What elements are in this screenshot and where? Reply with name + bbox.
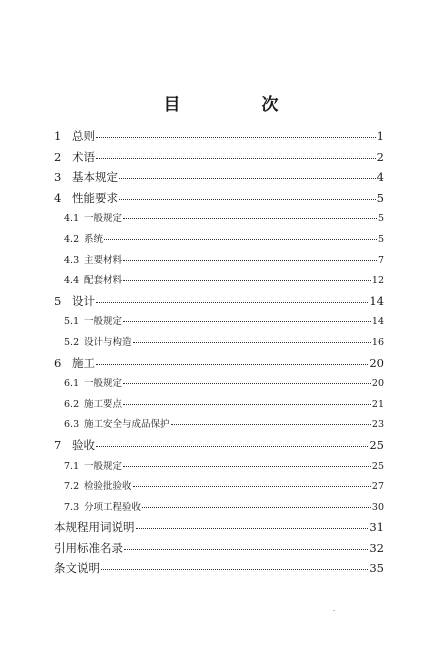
toc-entry[interactable] bbox=[54, 128, 384, 149]
toc-entry[interactable] bbox=[54, 334, 384, 355]
toc-page: 20 bbox=[371, 378, 384, 390]
toc-number: 7 bbox=[54, 437, 62, 452]
toc-page: 31 bbox=[369, 520, 384, 535]
scan-speck bbox=[333, 610, 335, 611]
toc-leader bbox=[142, 507, 371, 508]
toc-number: 4.2 bbox=[64, 233, 80, 245]
toc-number: 4.1 bbox=[64, 213, 80, 225]
toc-page: 25 bbox=[371, 460, 384, 472]
toc-page: 30 bbox=[371, 501, 384, 513]
toc-leader bbox=[123, 383, 371, 384]
toc-number: 5.1 bbox=[64, 316, 80, 328]
toc-text: 配套材料 bbox=[84, 275, 123, 287]
toc-leader bbox=[124, 549, 368, 550]
toc-entry[interactable] bbox=[54, 437, 384, 458]
toc-text: 设计 bbox=[72, 293, 95, 308]
toc-page: 14 bbox=[371, 316, 384, 328]
toc-number: 2 bbox=[54, 149, 62, 164]
toc-text: 施工 bbox=[72, 355, 95, 370]
toc-text: 分项工程验收 bbox=[84, 501, 142, 513]
toc-text: 总则 bbox=[72, 129, 95, 143]
toc-page: 5 bbox=[376, 190, 384, 205]
toc-page: 27 bbox=[371, 481, 384, 493]
toc-text: 主要材料 bbox=[84, 254, 123, 266]
toc-entry[interactable] bbox=[54, 560, 384, 581]
toc-page: 2 bbox=[376, 149, 384, 164]
toc-text: 系统 bbox=[84, 233, 104, 245]
toc-page: 12 bbox=[371, 275, 384, 287]
toc-entry[interactable] bbox=[54, 313, 384, 334]
toc-entry[interactable] bbox=[54, 190, 384, 211]
toc-page: 20 bbox=[369, 355, 384, 370]
toc-number: 6.3 bbox=[64, 419, 80, 431]
toc-leader bbox=[123, 466, 371, 467]
toc-text: 性能要求 bbox=[72, 190, 118, 205]
toc-number: 6.2 bbox=[64, 398, 80, 410]
toc-number: 4.4 bbox=[64, 275, 80, 287]
toc-page: 5 bbox=[377, 233, 384, 245]
toc-entry[interactable] bbox=[54, 169, 384, 190]
toc-number: 5 bbox=[54, 293, 62, 308]
toc-leader bbox=[171, 424, 371, 425]
toc-leader bbox=[123, 218, 377, 219]
toc-text: 一般规定 bbox=[84, 213, 123, 225]
toc-leader bbox=[123, 260, 377, 261]
toc-number: 5.2 bbox=[64, 336, 80, 348]
toc-leader bbox=[123, 280, 371, 281]
toc-entry[interactable] bbox=[54, 478, 384, 499]
toc-leader bbox=[96, 137, 376, 138]
page-title: 目 次 bbox=[163, 95, 311, 115]
toc-page: 14 bbox=[369, 293, 384, 308]
toc-entry[interactable] bbox=[54, 252, 384, 273]
toc-text: 一般规定 bbox=[84, 316, 123, 328]
toc-text: 条文说明 bbox=[54, 561, 100, 576]
toc-page: 16 bbox=[371, 336, 384, 348]
toc-text: 引用标准名录 bbox=[54, 540, 123, 555]
toc-leader bbox=[96, 302, 368, 303]
toc-number: 1 bbox=[54, 129, 62, 143]
toc-entry[interactable] bbox=[54, 458, 384, 479]
toc-number: 7.1 bbox=[64, 460, 80, 472]
toc-text: 设计与构造 bbox=[84, 336, 132, 348]
toc-leader bbox=[123, 404, 371, 405]
toc-entry[interactable] bbox=[54, 396, 384, 417]
toc-number: 4.3 bbox=[64, 254, 80, 266]
toc-entry[interactable] bbox=[54, 272, 384, 293]
toc-entry[interactable] bbox=[54, 416, 384, 437]
toc-leader bbox=[119, 199, 376, 200]
toc-leader bbox=[133, 342, 371, 343]
toc-leader bbox=[96, 446, 368, 447]
toc-text: 本规程用词说明 bbox=[54, 520, 135, 535]
toc-text: 施工安全与成品保护 bbox=[84, 419, 170, 431]
toc-leader bbox=[123, 321, 371, 322]
toc-entry[interactable] bbox=[54, 149, 384, 170]
toc-entry[interactable] bbox=[54, 499, 384, 520]
toc-page: 35 bbox=[369, 561, 384, 576]
toc-number: 3 bbox=[54, 170, 62, 185]
toc-page: 32 bbox=[369, 540, 384, 555]
toc-page: 4 bbox=[376, 170, 384, 185]
toc-number: 7.3 bbox=[64, 501, 80, 513]
toc-entry[interactable] bbox=[54, 231, 384, 252]
toc-entry[interactable] bbox=[54, 210, 384, 231]
toc-page: 21 bbox=[371, 398, 384, 410]
toc-number: 6.1 bbox=[64, 378, 80, 390]
toc-leader bbox=[119, 178, 376, 179]
toc-text: 施工要点 bbox=[84, 398, 123, 410]
toc-text: 术语 bbox=[72, 149, 95, 164]
toc-text: 检验批验收 bbox=[84, 481, 132, 493]
toc-leader bbox=[96, 364, 368, 365]
toc-entry[interactable] bbox=[54, 375, 384, 396]
toc-leader bbox=[104, 239, 377, 240]
toc-page: 1 bbox=[376, 129, 384, 143]
toc-leader bbox=[101, 569, 368, 570]
toc-number: 6 bbox=[54, 355, 62, 370]
toc-page: 7 bbox=[377, 254, 384, 266]
toc-number: 4 bbox=[54, 190, 62, 205]
toc-number: 7.2 bbox=[64, 481, 80, 493]
toc-page: 23 bbox=[371, 419, 384, 431]
toc-entry[interactable] bbox=[54, 293, 384, 314]
table-of-contents bbox=[54, 128, 384, 581]
toc-entry[interactable] bbox=[54, 540, 384, 561]
toc-text: 一般规定 bbox=[84, 378, 123, 390]
toc-leader bbox=[96, 158, 376, 159]
toc-text: 基本规定 bbox=[72, 170, 118, 185]
toc-page: 25 bbox=[369, 437, 384, 452]
toc-leader bbox=[133, 486, 371, 487]
toc-entry[interactable] bbox=[54, 519, 384, 540]
toc-text: 一般规定 bbox=[84, 460, 123, 472]
toc-text: 验收 bbox=[72, 437, 95, 452]
toc-page: 5 bbox=[377, 213, 384, 225]
toc-leader bbox=[136, 528, 369, 529]
toc-entry[interactable] bbox=[54, 355, 384, 376]
